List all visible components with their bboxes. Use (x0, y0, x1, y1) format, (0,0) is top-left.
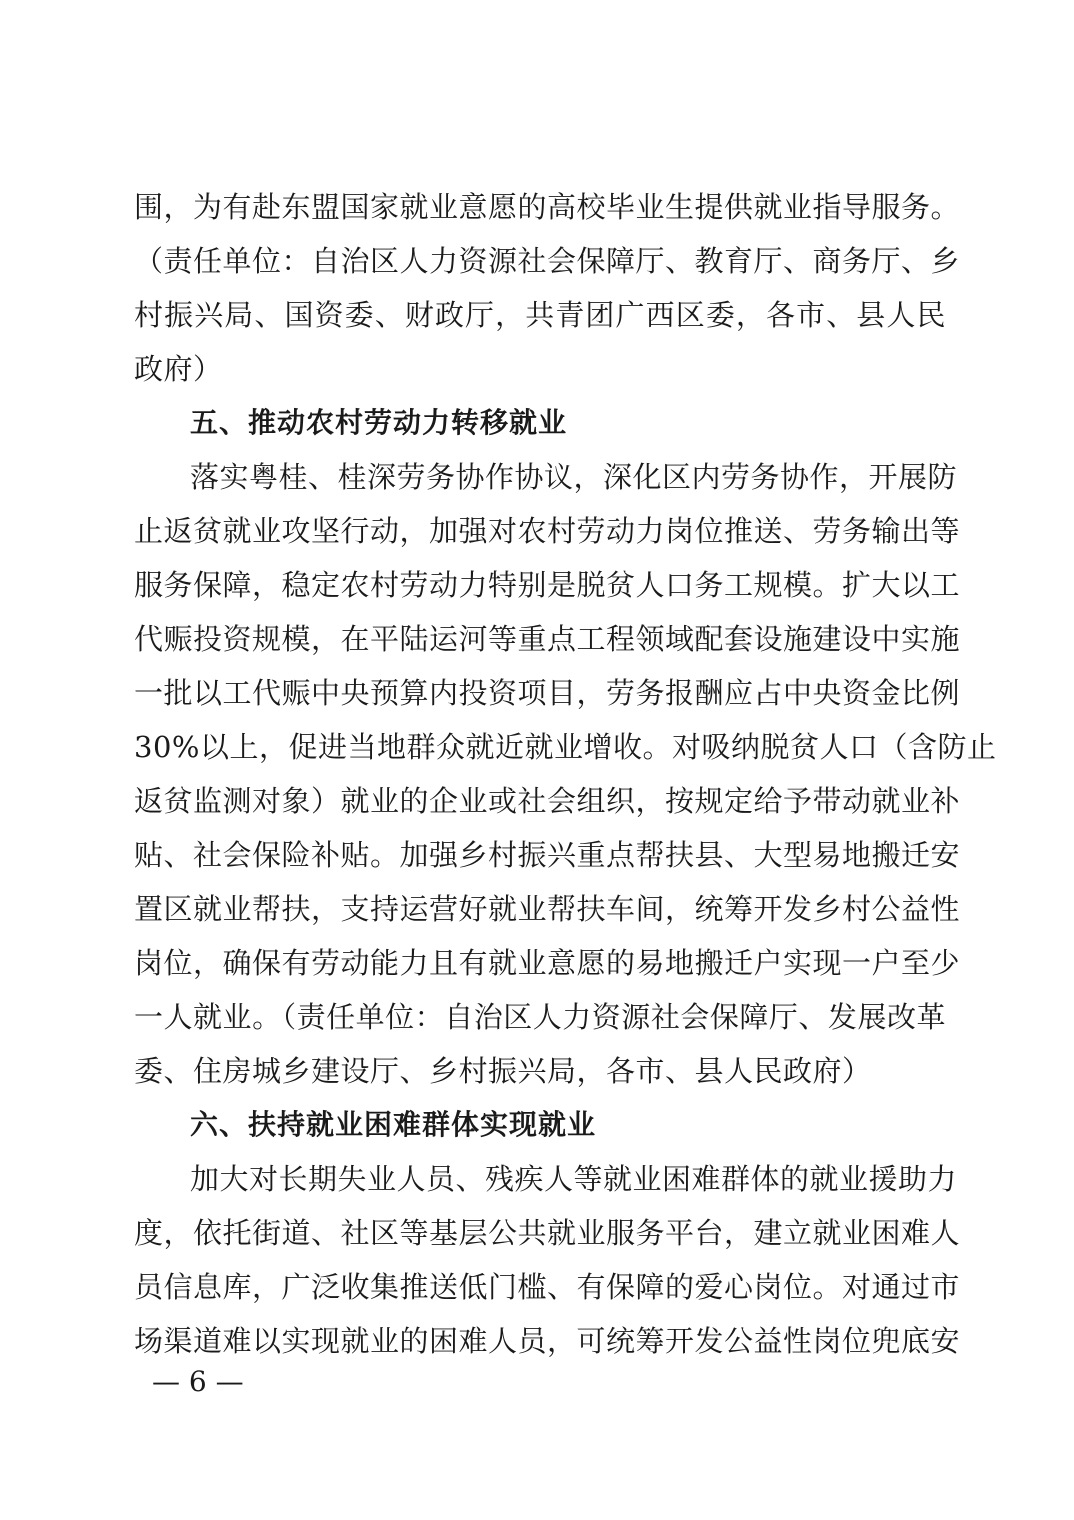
paragraph-line: （责任单位：自治区人力资源社会保障厅、教育厅、商务厅、乡 (134, 244, 961, 278)
paragraph-line: 一批以工代赈中央预算内投资项目，劳务报酬应占中央资金比例 (134, 676, 961, 710)
paragraph-line: 委、住房城乡建设厅、乡村振兴局，各市、县人民政府） (134, 1054, 872, 1088)
paragraph-line: 代赈投资规模，在平陆运河等重点工程领域配套设施建设中实施 (134, 622, 961, 656)
paragraph-line: 围，为有赴东盟国家就业意愿的高校毕业生提供就业指导服务。 (134, 190, 961, 224)
paragraph-line: 加大对长期失业人员、残疾人等就业困难群体的就业援助力 (190, 1162, 958, 1196)
paragraph-line: 置区就业帮扶，支持运营好就业帮扶车间，统筹开发乡村公益性 (134, 892, 961, 926)
paragraph-line: 返贫监测对象）就业的企业或社会组织，按规定给予带动就业补 (134, 784, 961, 818)
paragraph-line: 政府） (134, 352, 223, 386)
page-number: — 6 — (152, 1365, 244, 1398)
paragraph-line: 一人就业。（责任单位：自治区人力资源社会保障厅、发展改革 (134, 1000, 946, 1034)
section-heading-5: 五、推动农村劳动力转移就业 (190, 406, 568, 439)
paragraph-line: 村振兴局、国资委、财政厅，共青团广西区委，各市、县人民 (134, 298, 946, 332)
paragraph-line: 落实粤桂、桂深劳务协作协议，深化区内劳务协作，开展防 (190, 460, 958, 494)
paragraph-line: 30%以上，促进当地群众就近就业增收。对吸纳脱贫人口（含防止 (134, 730, 997, 764)
paragraph-line: 员信息库，广泛收集推送低门槛、有保障的爱心岗位。对通过市 (134, 1270, 961, 1304)
paragraph-line: 岗位，确保有劳动能力且有就业意愿的易地搬迁户实现一户至少 (134, 946, 961, 980)
paragraph-line: 贴、社会保险补贴。加强乡村振兴重点帮扶县、大型易地搬迁安 (134, 838, 961, 872)
paragraph-line: 度，依托街道、社区等基层公共就业服务平台，建立就业困难人 (134, 1216, 961, 1250)
paragraph-line: 止返贫就业攻坚行动，加强对农村劳动力岗位推送、劳务输出等 (134, 514, 961, 548)
paragraph-line: 服务保障，稳定农村劳动力特别是脱贫人口务工规模。扩大以工 (134, 568, 961, 602)
section-heading-6: 六、扶持就业困难群体实现就业 (190, 1108, 597, 1141)
paragraph-line: 场渠道难以实现就业的困难人员，可统筹开发公益性岗位兜底安 (134, 1324, 961, 1358)
